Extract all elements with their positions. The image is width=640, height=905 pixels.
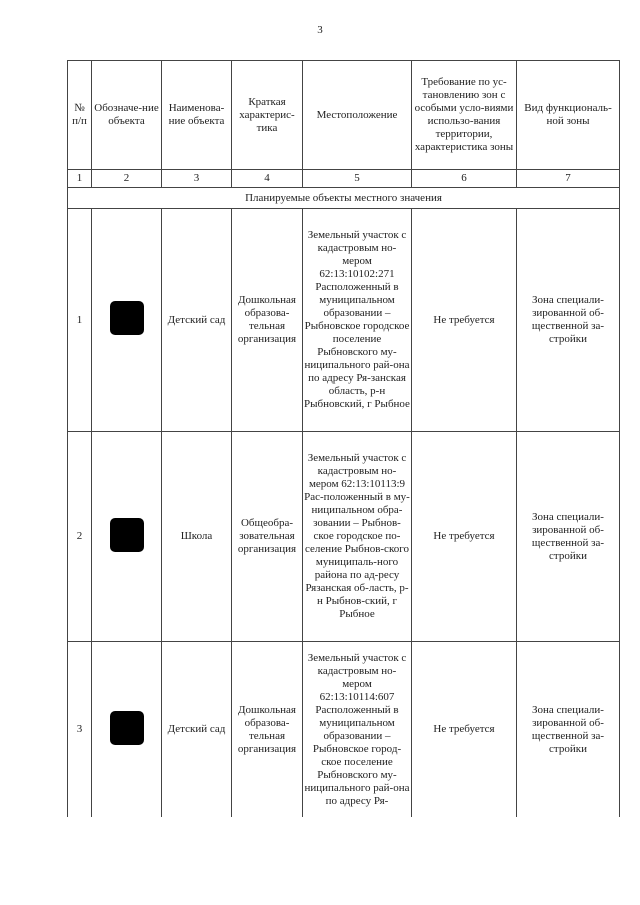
- header-zone: Вид функциональ-ной зоны: [517, 61, 620, 170]
- functional-zone: Зона специали-зированной об-щественной за-стройки: [517, 209, 620, 432]
- table-row: [68, 642, 620, 818]
- object-marker-icon: [110, 518, 144, 552]
- functional-zone: Зона специали-зированной об-щественной за-стройки: [517, 642, 620, 818]
- header-name: Наименова-ние объекта: [162, 61, 232, 170]
- object-marker-icon: [110, 711, 144, 745]
- object-name: Школа: [162, 432, 232, 642]
- object-location: Земельный участок с кадастровым но-мером 62:13:10114:607 Расположенный в муниципальном образовании – Рыбновское город-ское поселение Рыбновского му-ниципального рай-она по адресу Ря-: [303, 642, 412, 818]
- column-number: 1: [68, 170, 92, 188]
- zone-requirement: Не требуется: [412, 642, 517, 818]
- header-location: Местоположение: [303, 61, 412, 170]
- header-requirement: Требование по ус-тановлению зон с особыми усло-виями использо-вания территории, характеристика зоны: [412, 61, 517, 170]
- row-number: 3: [68, 642, 92, 818]
- section-row: [68, 188, 620, 209]
- object-characteristic: Дошкольная образова-тельная организация: [232, 642, 303, 818]
- column-number: 5: [303, 170, 412, 188]
- column-number: 3: [162, 170, 232, 188]
- column-number: 4: [232, 170, 303, 188]
- section-title: Планируемые объекты местного значения: [68, 188, 620, 209]
- column-number: 2: [92, 170, 162, 188]
- column-number-row: [68, 170, 620, 188]
- table-header-row: [68, 61, 620, 170]
- header-characteristic: Краткая характерис-тика: [232, 61, 303, 170]
- object-designation: [92, 432, 162, 642]
- object-name: Детский сад: [162, 209, 232, 432]
- zone-requirement: Не требуется: [412, 209, 517, 432]
- object-location: Земельный участок с кадастровым но-мером 62:13:10113:9 Рас-положенный в му-ниципальном обра-зовании – Рыбнов-ское городское по-селение Рыбнов-ского муниципаль-ного района по ад-ресу Рязанская об-ласть, р-н Рыбнов-ский, г Рыбное: [303, 432, 412, 642]
- object-characteristic: Дошкольная образова-тельная организация: [232, 209, 303, 432]
- column-number: 6: [412, 170, 517, 188]
- header-number: № п/п: [68, 61, 92, 170]
- object-location: Земельный участок с кадастровым но-мером 62:13:10102:271 Расположенный в муниципальном образовании – Рыбновское городское поселение Рыбновского му-ниципального рай-она по адресу Ря-занская область, р-н Рыбновский, г Рыбное: [303, 209, 412, 432]
- object-designation: [92, 209, 162, 432]
- table-row: [68, 209, 620, 432]
- zone-requirement: Не требуется: [412, 432, 517, 642]
- page-number: 3: [317, 24, 323, 36]
- object-characteristic: Общеобра-зовательная организация: [232, 432, 303, 642]
- object-designation: [92, 642, 162, 818]
- column-number: 7: [517, 170, 620, 188]
- row-number: 1: [68, 209, 92, 432]
- header-designation: Обозначе-ние объекта: [92, 61, 162, 170]
- table-row: [68, 432, 620, 642]
- row-number: 2: [68, 432, 92, 642]
- object-name: Детский сад: [162, 642, 232, 818]
- functional-zone: Зона специали-зированной об-щественной за-стройки: [517, 432, 620, 642]
- planned-objects-table: [67, 60, 620, 817]
- object-marker-icon: [110, 301, 144, 335]
